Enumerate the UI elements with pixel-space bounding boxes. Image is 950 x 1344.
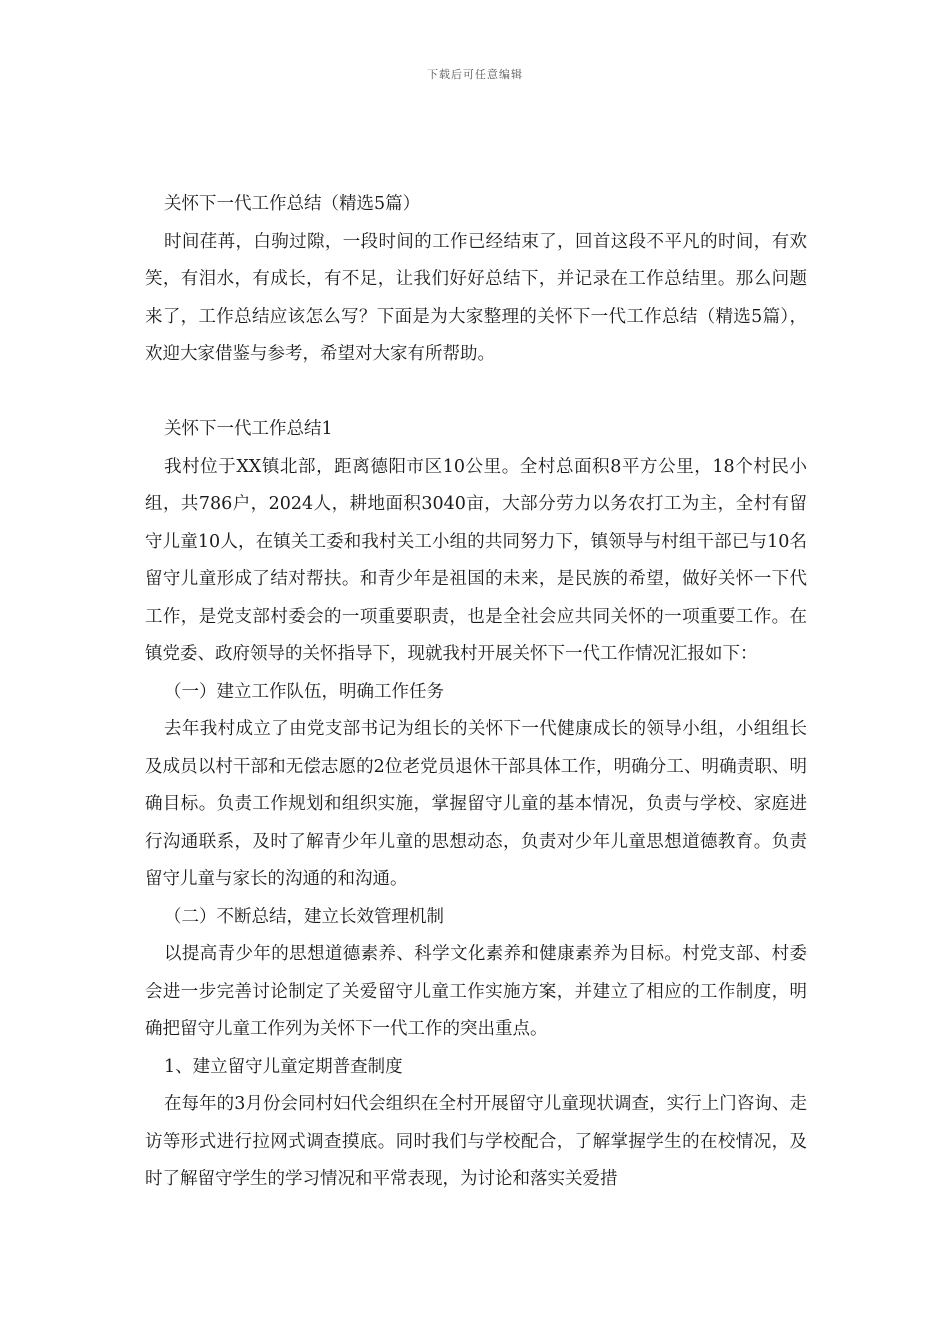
paragraph: 我村位于XX镇北部，距离德阳市区10公里。全村总面积8平方公里，18个村民小组，共786户，2024人，耕地面积3040亩，大部分劳力以务农打工为主，全村有留守儿童10人，在镇关工委和我村关工小组的共同努力下，镇领导与村组干部已与10名留守儿童形成了结对帮扶。和青少年是祖国的未来，是民族的希望，做好关怀一下代工作，是党支部村委会的一项重要职责，也是全社会应共同关怀的一项重要工作。在镇党委、政府领导的关怀指导下，现就我村开展关怀下一代工作情况汇报如下：: [145, 456, 807, 664]
section-title: 关怀下一代工作总结1: [164, 419, 333, 439]
subheading: （一）建立工作队伍，明确工作任务: [164, 681, 444, 702]
subheading: （二）不断总结，建立长效管理机制: [164, 906, 444, 927]
spacer: [145, 374, 807, 412]
document-body: [145, 186, 807, 1199]
paragraph: 在每年的3月份会同村妇代会组织在全村开展留守儿童现状调查，实行上门咨询、走访等形式进行拉网式调查摸底。同时我们与学校配合，了解掌握学生的在校情况，及时了解留守学生的学习情况和平常表现，为讨论和落实关爱措: [145, 1094, 807, 1189]
page-header: 下载后可任意编辑: [427, 68, 523, 81]
paragraph: 以提高青少年的思想道德素养、科学文化素养和健康素养为目标。村党支部、村委会进一步完善讨论制定了关爱留守儿童工作实施方案，并建立了相应的工作制度，明确把留守儿童工作列为关怀下一代工作的突出重点。: [145, 944, 807, 1039]
subheading: 1、建立留守儿童定期普查制度: [164, 1056, 403, 1077]
paragraph: 去年我村成立了由党支部书记为组长的关怀下一代健康成长的领导小组，小组组长及成员以村干部和无偿志愿的2位老党员退休干部具体工作，明确分工、明确责职、明确目标。负责工作规划和组织实施，掌握留守儿童的基本情况，负责与学校、家庭进行沟通联系，及时了解青少年儿童的思想动态，负责对少年儿童思想道德教育。负责留守儿童与家长的沟通的和沟通。: [145, 719, 807, 889]
document-title: 关怀下一代工作总结（精选5篇）: [164, 194, 421, 214]
intro-paragraph: 时间荏苒，白驹过隙，一段时间的工作已经结束了，回首这段不平凡的时间，有欢笑，有泪水，有成长，有不足，让我们好好总结下，并记录在工作总结里。那么问题来了，工作总结应该怎么写？下面是为大家整理的关怀下一代工作总结（精选5篇），欢迎大家借鉴与参考，希望对大家有所帮助。: [145, 231, 807, 364]
